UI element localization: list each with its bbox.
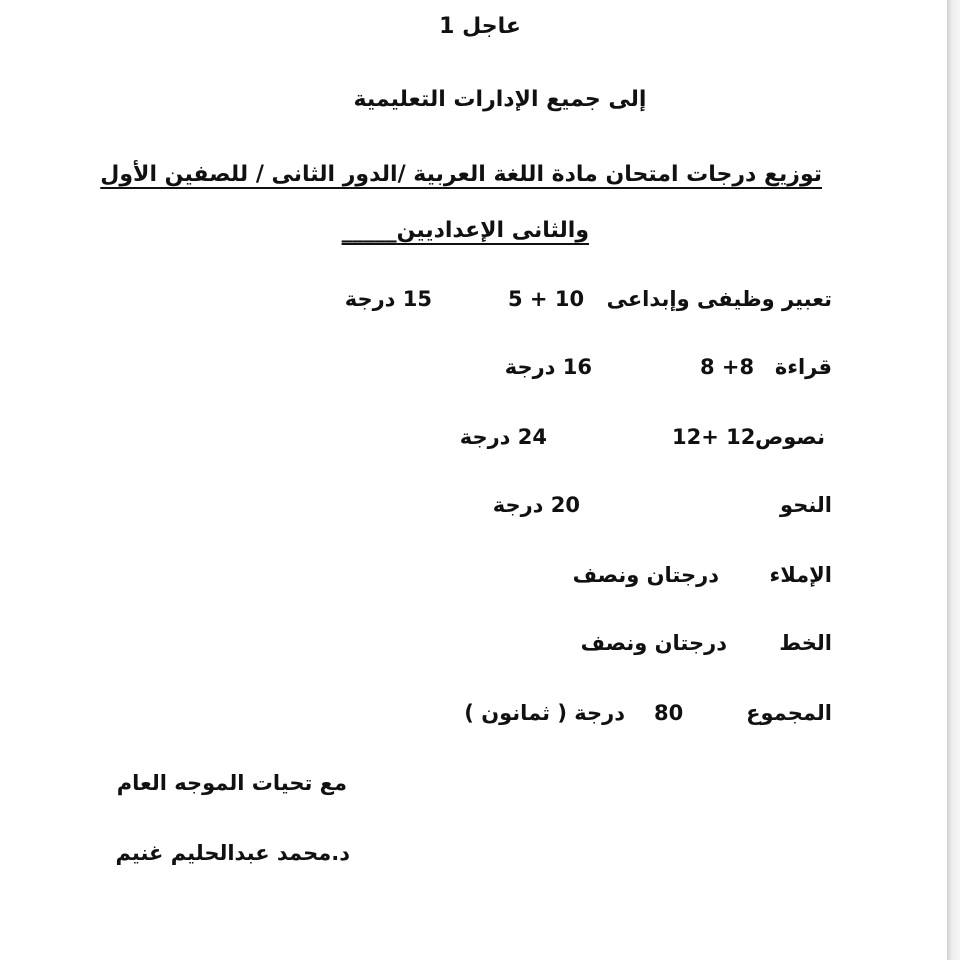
item-texts-subject: نصوص: [755, 425, 825, 449]
item-reading-total: 16 درجة: [504, 355, 592, 379]
item-handwriting-subject: الخط: [779, 631, 832, 655]
item-dictation-subject: الإملاء: [769, 563, 832, 587]
item-texts-breakdown: 12+ 12: [672, 425, 756, 449]
item-expression-breakdown: 5 + 10: [508, 287, 585, 311]
subject-line-2-underscore: _____: [341, 218, 397, 243]
item-expression-subject: تعبير وظيفى وإبداعى: [606, 287, 832, 311]
sum-label: المجموع: [746, 701, 832, 725]
sum-value: 80: [654, 701, 684, 725]
item-reading-breakdown: 8 +8: [700, 355, 755, 379]
item-grammar-subject: النحو: [780, 493, 832, 517]
signature-line: د.محمد عبدالحليم غنيم: [115, 841, 350, 865]
subject-line-2: [342, 216, 589, 246]
item-expression-total: 15 درجة: [344, 287, 432, 311]
item-handwriting-total: درجتان ونصف: [580, 631, 727, 655]
item-dictation-total: درجتان ونصف: [572, 563, 719, 587]
page-edge-shadow: [947, 0, 960, 960]
sum-unit-text: درجة ( ثمانون ): [464, 701, 625, 725]
item-texts-total: 24 درجة: [459, 425, 547, 449]
urgent-label: عاجل 1: [439, 14, 521, 39]
recipient-line: إلى جميع الإدارات التعليمية: [353, 87, 647, 112]
subject-line-1: توزيع درجات امتحان مادة اللغة العربية /الدور الثانى / للصفين الأول: [100, 162, 822, 187]
item-grammar-total: 20 درجة: [492, 493, 580, 517]
greeting-line: مع تحيات الموجه العام: [116, 771, 347, 795]
subject-line-2-text: والثانى الإعداديين: [396, 218, 589, 243]
item-reading-subject: قراءة: [774, 355, 832, 379]
